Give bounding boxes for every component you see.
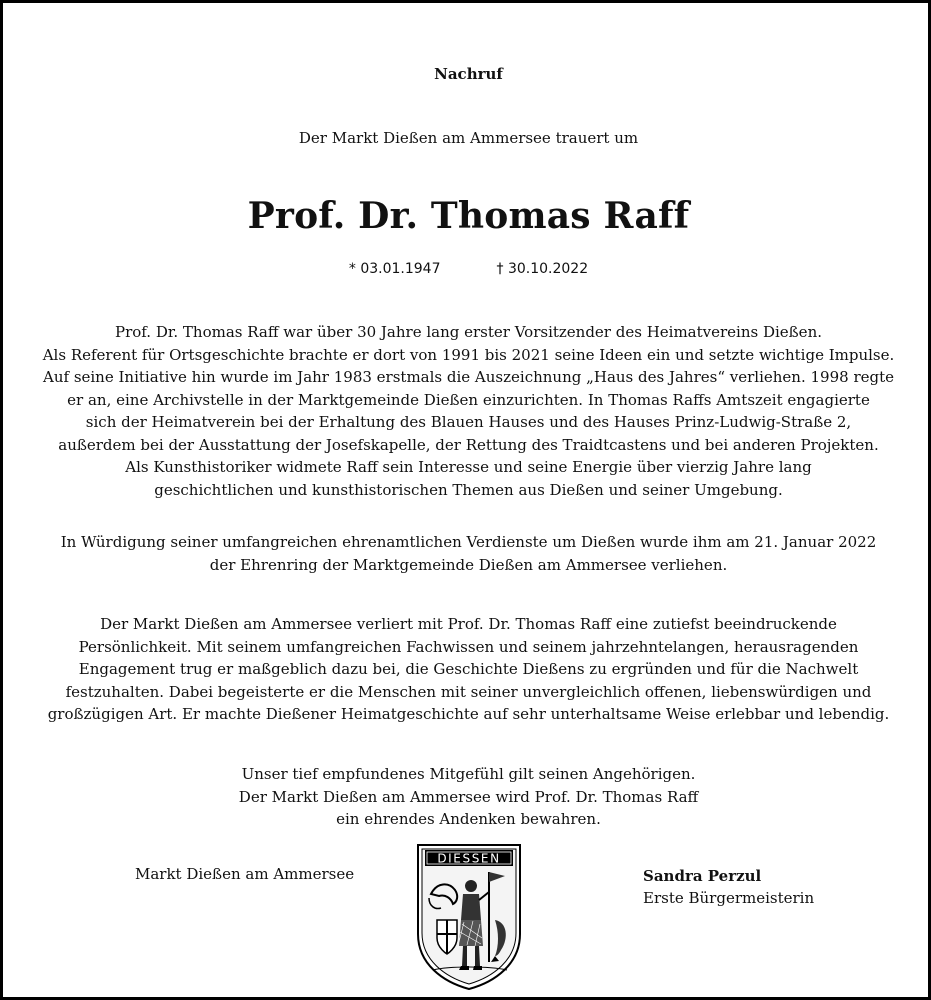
text-line: er an, eine Archivstelle in der Marktgemeinde Dießen einzurichten. In Thomas Raffs Amtszeit engagierte: [67, 390, 870, 409]
death-date: † 30.10.2022: [496, 261, 589, 277]
paragraph-biography: [3, 321, 931, 501]
signatory-name: Sandra Perzul: [643, 867, 762, 885]
deceased-name: Prof. Dr. Thomas Raff: [247, 195, 690, 237]
text-line: festzuhalten. Dabei begeisterte er die Menschen mit seiner unvergleichlich offenen, liebenswürdigen und: [65, 682, 872, 701]
text-line: außerdem bei der Ausstattung der Josefskapelle, der Rettung des Traidtcastens und bei anderen Projekten.: [58, 435, 879, 454]
text-line: der Ehrenring der Marktgemeinde Dießen am Ammersee verliehen.: [209, 555, 728, 574]
paragraph-tribute: [3, 613, 931, 726]
text-line: geschichtlichen und kunsthistorischen Themen aus Dießen und seiner Umgebung.: [154, 480, 783, 499]
text-line: sich der Heimatverein bei der Erhaltung des Blauen Hauses und des Hauses Prinz-Ludwig-Straße 2,: [85, 413, 852, 431]
text-line: Persönlichkeit. Mit seinem umfangreichen Fachwissen und seinem jahrzehntelangen, herausragenden: [78, 637, 859, 656]
heading: Nachruf: [434, 65, 503, 83]
birth-date: * 03.01.1947: [348, 261, 441, 277]
intro-line: Der Markt Dießen am Ammersee trauert um: [298, 129, 639, 147]
sender-name: Markt Dießen am Ammersee: [135, 865, 355, 883]
text-line: Unser tief empfundenes Mitgefühl gilt seinen Angehörigen.: [241, 765, 696, 783]
text-line: ein ehrendes Andenken bewahren.: [336, 810, 601, 828]
signature-block: [643, 865, 814, 909]
text-line: Als Kunsthistoriker widmete Raff sein Interesse und seine Energie über vierzig Jahre lang: [125, 458, 812, 476]
text-line: Der Markt Dießen am Ammersee verliert mit Prof. Dr. Thomas Raff eine zutiefst beeindruckende: [100, 615, 837, 633]
text-line: Als Referent für Ortsgeschichte brachte er dort von 1991 bis 2021 seine Ideen ein und setzte wichtige Impulse.: [42, 345, 895, 364]
text-line: Prof. Dr. Thomas Raff war über 30 Jahre lang erster Vorsitzender des Heimatvereins Dießen.: [115, 323, 822, 341]
text-line: großzügigen Art. Er machte Dießener Heimatgeschichte auf sehr unterhaltsame Weise erlebbar und lebendig.: [47, 705, 890, 723]
text-line: Engagement trug er maßgeblich dazu bei, die Geschichte Dießens zu ergründen und für die Nachwelt: [78, 660, 859, 678]
signatory-title: Erste Bürgermeisterin: [643, 889, 815, 907]
paragraph-honor: [3, 531, 931, 576]
life-dates: [3, 261, 931, 277]
crest-label: DIESSEN: [437, 851, 501, 866]
text-line: In Würdigung seiner umfangreichen ehrenamtlichen Verdienste um Dießen wurde ihm am 21. Januar 2022: [60, 533, 877, 551]
diessen-crest-icon: [415, 842, 523, 992]
text-line: Der Markt Dießen am Ammersee wird Prof. Dr. Thomas Raff: [238, 787, 699, 806]
paragraph-condolence: [3, 763, 931, 831]
text-line: Auf seine Initiative hin wurde im Jahr 1983 erstmals die Auszeichnung „Haus des Jahres“ verliehen. 1998 regte: [43, 368, 894, 386]
